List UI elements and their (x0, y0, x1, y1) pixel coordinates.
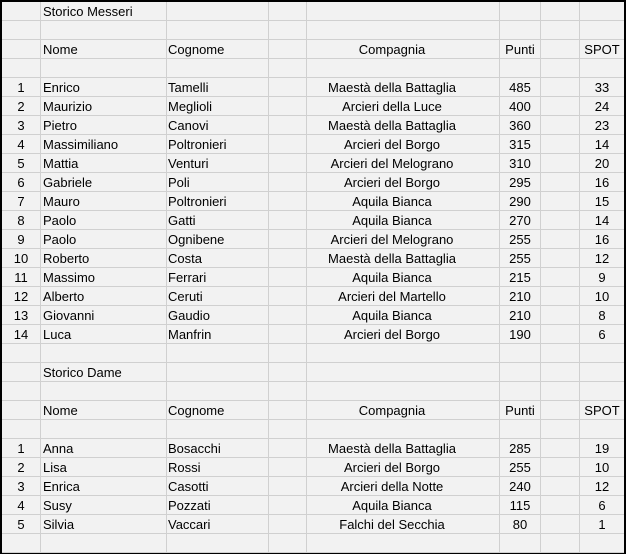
spot-cell[interactable]: 14 (594, 213, 610, 228)
table-row[interactable] (2, 116, 624, 135)
spot-cell[interactable]: 15 (594, 194, 610, 209)
nome-cell[interactable]: Gabriele (43, 175, 93, 190)
nome-cell[interactable]: Susy (43, 498, 72, 513)
compagnia-cell[interactable]: Arcieri della Notte (340, 479, 444, 494)
spot-cell[interactable]: 10 (594, 460, 610, 475)
punti-cell[interactable]: 400 (509, 99, 531, 114)
sheet-rows (2, 2, 624, 553)
header-spot[interactable]: SPOT (584, 42, 620, 57)
empty-row[interactable] (2, 59, 624, 78)
section-title[interactable]: Storico Messeri (43, 4, 133, 19)
nome-cell[interactable]: Lisa (43, 460, 67, 475)
spot-cell[interactable]: 24 (594, 99, 610, 114)
table-row[interactable] (2, 230, 624, 249)
cognome-cell[interactable]: Bosacchi (168, 441, 221, 456)
cognome-cell[interactable]: Poltronieri (168, 194, 227, 209)
cognome-cell[interactable]: Pozzati (168, 498, 211, 513)
rank-cell[interactable]: 6 (17, 175, 25, 190)
rank-cell[interactable]: 11 (14, 270, 28, 285)
cognome-cell[interactable]: Casotti (168, 479, 209, 494)
rank-cell[interactable]: 10 (13, 251, 29, 266)
table-row[interactable] (2, 515, 624, 534)
table-row[interactable] (2, 97, 624, 116)
table-row[interactable] (2, 496, 624, 515)
punti-cell[interactable]: 255 (509, 232, 531, 247)
nome-cell[interactable]: Giovanni (43, 308, 95, 323)
nome-cell[interactable]: Paolo (43, 232, 77, 247)
compagnia-cell[interactable]: Arcieri del Borgo (343, 137, 441, 152)
table-row[interactable] (2, 135, 624, 154)
header-punti[interactable]: Punti (505, 42, 535, 57)
cognome-cell[interactable]: Ognibene (168, 232, 225, 247)
punti-cell[interactable]: 190 (509, 327, 531, 342)
punti-cell[interactable]: 315 (509, 137, 531, 152)
compagnia-cell[interactable]: Aquila Bianca (352, 270, 432, 285)
punti-cell[interactable]: 285 (509, 441, 531, 456)
table-row[interactable] (2, 439, 624, 458)
nome-cell[interactable]: Silvia (43, 517, 75, 532)
cognome-cell[interactable]: Ferrari (168, 270, 207, 285)
rank-cell[interactable]: 7 (17, 194, 25, 209)
header-row[interactable] (2, 40, 624, 59)
nome-cell[interactable]: Luca (43, 327, 72, 342)
spot-cell[interactable]: 10 (594, 289, 610, 304)
compagnia-cell[interactable]: Maestà della Battaglia (328, 441, 456, 456)
rank-cell[interactable]: 5 (17, 517, 25, 532)
spot-cell[interactable]: 16 (594, 232, 610, 247)
punti-cell[interactable]: 255 (509, 251, 531, 266)
spot-cell[interactable]: 8 (598, 308, 606, 323)
header-compagnia[interactable]: Compagnia (358, 403, 426, 418)
spot-cell[interactable]: 6 (598, 498, 606, 513)
punti-cell[interactable]: 240 (509, 479, 531, 494)
punti-cell[interactable]: 210 (509, 289, 531, 304)
spot-cell[interactable]: 1 (598, 517, 606, 532)
spot-cell[interactable]: 12 (594, 251, 610, 266)
nome-cell[interactable]: Alberto (43, 289, 85, 304)
spot-cell[interactable]: 20 (594, 156, 610, 171)
punti-cell[interactable]: 270 (509, 213, 531, 228)
nome-cell[interactable]: Anna (43, 441, 74, 456)
header-spot[interactable]: SPOT (584, 403, 620, 418)
table-row[interactable] (2, 306, 624, 325)
cognome-cell[interactable]: Poltronieri (168, 137, 227, 152)
compagnia-cell[interactable]: Arcieri del Martello (338, 289, 446, 304)
table-row[interactable] (2, 78, 624, 97)
header-cognome[interactable]: Cognome (168, 403, 225, 418)
rank-cell[interactable]: 4 (17, 137, 25, 152)
compagnia-cell[interactable]: Arcieri del Melograno (330, 232, 454, 247)
punti-cell[interactable]: 290 (509, 194, 531, 209)
cognome-cell[interactable]: Gaudio (168, 308, 210, 323)
nome-cell[interactable]: Enrica (43, 479, 80, 494)
rank-cell[interactable]: 1 (17, 441, 25, 456)
compagnia-cell[interactable]: Arcieri della Luce (342, 99, 442, 114)
punti-cell[interactable]: 255 (509, 460, 531, 475)
header-nome[interactable]: Nome (43, 403, 78, 418)
spot-cell[interactable]: 16 (594, 175, 610, 190)
rank-cell[interactable]: 8 (17, 213, 25, 228)
table-row[interactable] (2, 477, 624, 496)
cognome-cell[interactable]: Rossi (168, 460, 201, 475)
compagnia-cell[interactable]: Arcieri del Melograno (330, 156, 454, 171)
cognome-cell[interactable]: Tamelli (168, 80, 209, 95)
cognome-cell[interactable]: Ceruti (168, 289, 203, 304)
section-title-row[interactable] (2, 2, 624, 21)
empty-row[interactable] (2, 21, 624, 40)
nome-cell[interactable]: Mauro (43, 194, 80, 209)
punti-cell[interactable]: 215 (509, 270, 531, 285)
compagnia-cell[interactable]: Aquila Bianca (352, 213, 432, 228)
nome-cell[interactable]: Roberto (43, 251, 90, 266)
table-row[interactable] (2, 192, 624, 211)
punti-cell[interactable]: 80 (512, 517, 528, 532)
spot-cell[interactable]: 19 (594, 441, 610, 456)
compagnia-cell[interactable]: Arcieri del Borgo (343, 175, 441, 190)
cognome-cell[interactable]: Canovi (168, 118, 209, 133)
rank-cell[interactable]: 4 (17, 498, 25, 513)
compagnia-cell[interactable]: Falchi del Secchia (339, 517, 445, 532)
punti-cell[interactable]: 485 (509, 80, 531, 95)
rank-cell[interactable]: 1 (17, 80, 25, 95)
nome-cell[interactable]: Massimiliano (43, 137, 119, 152)
compagnia-cell[interactable]: Maestà della Battaglia (328, 251, 456, 266)
spot-cell[interactable]: 9 (598, 270, 606, 285)
compagnia-cell[interactable]: Aquila Bianca (352, 194, 432, 209)
spot-cell[interactable]: 12 (594, 479, 610, 494)
table-row[interactable] (2, 287, 624, 306)
empty-row[interactable] (2, 382, 624, 401)
cognome-cell[interactable]: Meglioli (168, 99, 213, 114)
compagnia-cell[interactable]: Maestà della Battaglia (328, 80, 456, 95)
spot-cell[interactable]: 14 (594, 137, 610, 152)
cognome-cell[interactable]: Venturi (168, 156, 209, 171)
table-row[interactable] (2, 325, 624, 344)
punti-cell[interactable]: 360 (509, 118, 531, 133)
header-cognome[interactable]: Cognome (168, 42, 225, 57)
rank-cell[interactable]: 3 (17, 118, 25, 133)
punti-cell[interactable]: 295 (509, 175, 531, 190)
spot-cell[interactable]: 23 (594, 118, 610, 133)
cognome-cell[interactable]: Manfrin (168, 327, 212, 342)
compagnia-cell[interactable]: Aquila Bianca (352, 308, 432, 323)
header-punti[interactable]: Punti (505, 403, 535, 418)
nome-cell[interactable]: Paolo (43, 213, 77, 228)
table-row[interactable] (2, 211, 624, 230)
rank-cell[interactable]: 13 (13, 308, 29, 323)
table-row[interactable] (2, 268, 624, 287)
empty-row[interactable] (2, 420, 624, 439)
compagnia-cell[interactable]: Aquila Bianca (352, 498, 432, 513)
compagnia-cell[interactable]: Maestà della Battaglia (328, 118, 456, 133)
cognome-cell[interactable]: Vaccari (168, 517, 211, 532)
nome-cell[interactable]: Enrico (43, 80, 80, 95)
punti-cell[interactable]: 310 (509, 156, 531, 171)
compagnia-cell[interactable]: Arcieri del Borgo (343, 460, 441, 475)
empty-row[interactable] (2, 344, 624, 363)
header-nome[interactable]: Nome (43, 42, 78, 57)
rank-cell[interactable]: 5 (17, 156, 25, 171)
rank-cell[interactable]: 12 (13, 289, 29, 304)
table-row[interactable] (2, 249, 624, 268)
empty-row[interactable] (2, 534, 624, 553)
nome-cell[interactable]: Mattia (43, 156, 79, 171)
table-row[interactable] (2, 458, 624, 477)
punti-cell[interactable]: 210 (509, 308, 531, 323)
cognome-cell[interactable]: Costa (168, 251, 202, 266)
spot-cell[interactable]: 6 (598, 327, 606, 342)
rank-cell[interactable]: 9 (17, 232, 25, 247)
rank-cell[interactable]: 2 (17, 460, 25, 475)
spot-cell[interactable]: 33 (594, 80, 610, 95)
punti-cell[interactable]: 115 (509, 498, 531, 513)
nome-cell[interactable]: Pietro (43, 118, 77, 133)
header-compagnia[interactable]: Compagnia (358, 42, 426, 57)
section-title-row[interactable] (2, 363, 624, 382)
cognome-cell[interactable]: Gatti (168, 213, 196, 228)
header-row[interactable] (2, 401, 624, 420)
rank-cell[interactable]: 2 (17, 99, 25, 114)
rank-cell[interactable]: 14 (13, 327, 29, 342)
cognome-cell[interactable]: Poli (168, 175, 190, 190)
compagnia-cell[interactable]: Arcieri del Borgo (343, 327, 441, 342)
section-title[interactable]: Storico Dame (43, 365, 122, 380)
table-row[interactable] (2, 154, 624, 173)
nome-cell[interactable]: Maurizio (43, 99, 93, 114)
table-row[interactable] (2, 173, 624, 192)
rank-cell[interactable]: 3 (17, 479, 25, 494)
nome-cell[interactable]: Massimo (43, 270, 96, 285)
